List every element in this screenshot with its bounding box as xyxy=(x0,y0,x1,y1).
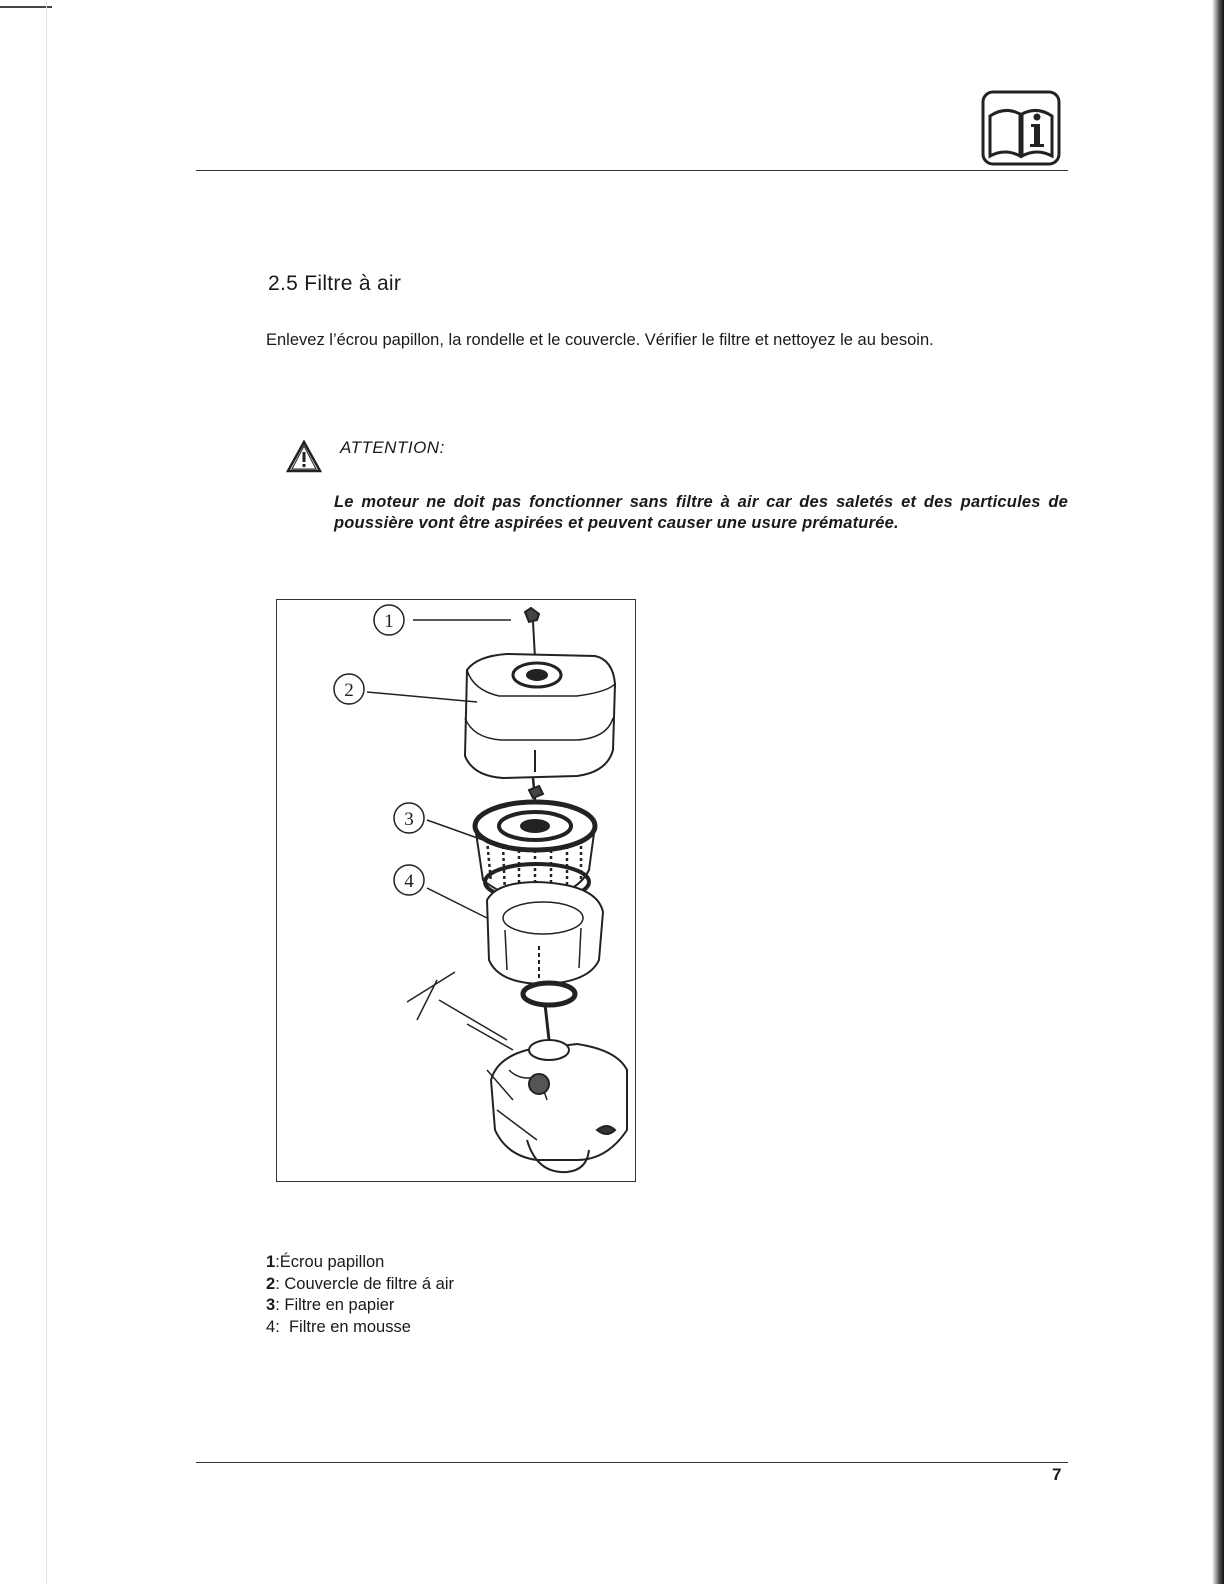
svg-text:3: 3 xyxy=(404,809,414,830)
warning-triangle-icon xyxy=(286,440,322,474)
scan-artifact-left xyxy=(46,0,47,1584)
scan-edge-right xyxy=(1212,0,1224,1584)
air-filter-diagram xyxy=(276,599,636,1182)
legend-item: 4: Filtre en mousse xyxy=(266,1317,411,1336)
legend-item: 2: Couvercle de filtre á air xyxy=(266,1274,455,1293)
footer-rule xyxy=(196,1462,1068,1463)
warning-text: Le moteur ne doit pas fonctionner sans filtre à air car des saletés et des particules de poussière vont être aspirées et peuvent causer une usure prématurée. xyxy=(334,493,1068,532)
air-filter-illustration xyxy=(277,600,634,1180)
section-title: 2.5 Filtre à air xyxy=(268,272,402,295)
svg-text:2: 2 xyxy=(344,680,354,701)
scan-artifact-top xyxy=(0,6,52,8)
svg-text:1: 1 xyxy=(384,611,394,632)
svg-text:4: 4 xyxy=(404,871,414,892)
header-rule xyxy=(196,170,1068,171)
figure-legend xyxy=(266,1252,454,1338)
legend-item: 1:Écrou papillon xyxy=(266,1253,385,1271)
page-number: 7 xyxy=(1052,1465,1062,1484)
legend-item: 3: Filtre en papier xyxy=(266,1296,395,1314)
manual-info-icon xyxy=(980,90,1062,166)
warning-label: ATTENTION: xyxy=(340,438,445,457)
section-body-text: Enlevez l’écrou papillon, la rondelle et le couvercle. Vérifier le filtre et nettoyez le au besoin. xyxy=(266,331,934,349)
